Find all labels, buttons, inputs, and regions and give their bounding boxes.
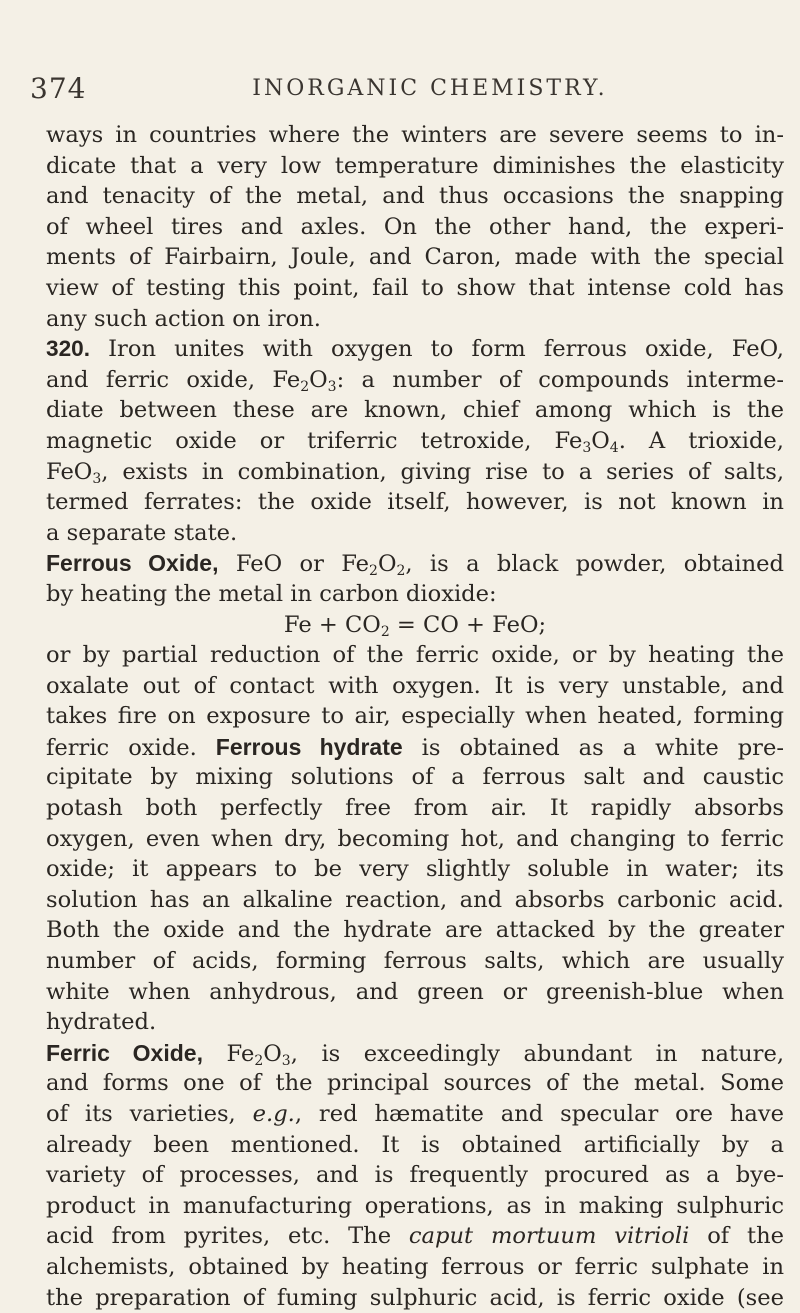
text-line: termed ferrates: the oxide itself, however, is not known in [46, 489, 784, 516]
text-line: by heating the metal in carbon dioxide: [46, 580, 497, 607]
section-heading: Ferrous Oxide, [46, 550, 219, 577]
text-line: oxide; it appears to be very slightly soluble in water; its [46, 856, 784, 883]
text-line: any such action on iron. [46, 305, 321, 332]
text-line: oxalate out of contact with oxygen. It is very unstable, and [46, 672, 784, 699]
running-head: INORGANIC CHEMISTRY. [252, 76, 608, 101]
text-line: ments of Fairbairn, Joule, and Caron, made with the special [46, 244, 784, 271]
text-line: alchemists, obtained by heating ferrous or ferric sulphate in [46, 1253, 784, 1280]
text-line: Both the oxide and the hydrate are attacked by the greater [46, 917, 784, 944]
text-line: or by partial reduction of the ferric oxide, or by heating the [46, 642, 784, 669]
text-line: ways in countries where the winters are severe seems to in- [46, 122, 784, 148]
text-line: variety of processes, and is frequently procured as a bye- [46, 1162, 784, 1189]
text-line: 320. Iron unites with oxygen to form ferrous oxide, FeO, [46, 336, 784, 363]
text-line: and tenacity of the metal, and thus occasions the snapping [46, 183, 784, 210]
text-line: and ferric oxide, $Fe_2O_3$: a number of compounds interme- [46, 366, 784, 395]
text-line: hydrated. [46, 1009, 157, 1036]
text-line: white when anhydrous, and green or greenish-blue when [46, 978, 784, 1005]
text-line: view of testing this point, fail to show that intense cold has [46, 274, 784, 301]
section-number: 320. [46, 336, 90, 362]
text-line: already been mentioned. It is obtained artificially by a [46, 1131, 784, 1158]
text-line: magnetic oxide or triferric tetroxide, $Fe_3O_4$. A trioxide, [46, 427, 784, 456]
text-line: product in manufacturing operations, as in making sulphuric [46, 1192, 784, 1219]
text-line: dicate that a very low temperature diminishes the elasticity [46, 152, 784, 179]
section-heading: Ferrous hydrate [215, 733, 403, 760]
text-line: acid from pyrites, etc. The caput mortuum vitrioli of the [46, 1223, 784, 1250]
text-line: of wheel tires and axles. On the other hand, the experi- [46, 213, 784, 240]
text-line: the preparation of fuming sulphuric acid, is ferric oxide (see [46, 1284, 784, 1311]
text-line: diate between these are known, chief among which is the [46, 397, 784, 424]
text-line: ferric oxide. Ferrous hydrate is obtained as a white pre- [46, 733, 784, 761]
text-line: Ferrous Oxide, FeO or $Fe_2O_2$, is a black powder, obtained [46, 550, 784, 580]
text-line: potash both perfectly free from air. It rapidly absorbs [46, 795, 784, 822]
text-line: FeO$_3$, exists in combination, giving rise to a series of salts, [46, 458, 784, 487]
text-line: takes fire on exposure to air, especially when heated, forming [46, 703, 784, 730]
text-line: oxygen, even when dry, becoming hot, and changing to ferric [46, 825, 784, 852]
text-line: a separate state. [46, 519, 238, 546]
section-heading: Ferric Oxide, [46, 1039, 203, 1066]
text-line: Ferric Oxide, $Fe_2O_3$, is exceedingly abundant in nature, [46, 1039, 785, 1069]
text-line: cipitate by mixing solutions of a ferrous salt and caustic [46, 764, 784, 791]
page-number: 374 [30, 72, 87, 105]
body-text [46, 120, 784, 1313]
text-line: number of acids, forming ferrous salts, which are usually [46, 948, 784, 975]
text-line: solution has an alkaline reaction, and absorbs carbonic acid. [46, 886, 784, 913]
text-line: and forms one of the principal sources of the metal. Some [46, 1070, 784, 1097]
text-line: of its varieties, e.g., red hæmatite and specular ore have [46, 1101, 784, 1127]
page-header [30, 72, 770, 112]
equation: $Fe + CO_2$ = CO + FeO; [283, 611, 547, 640]
